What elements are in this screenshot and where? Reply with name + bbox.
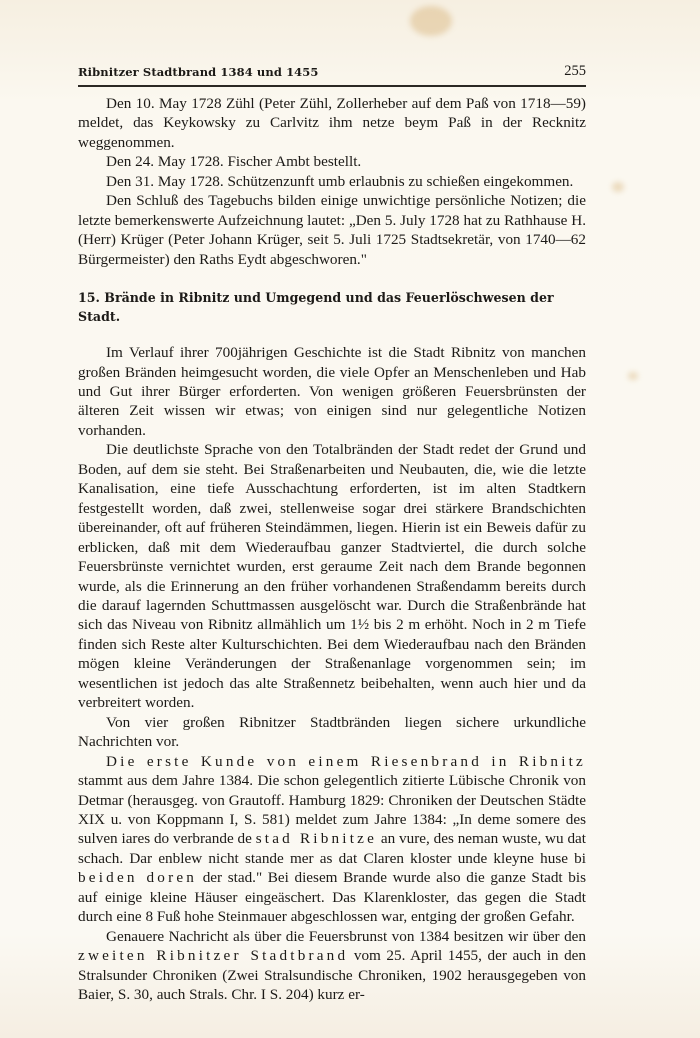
body-paragraph: Den 10. May 1728 Zühl (Peter Zühl, Zollerheber auf dem Paß von 1718—59) meldet, das Keykowsky zu Carlvitz ihm netze beym Paß in der Recknitz weggenommen. [78, 95, 586, 151]
body-paragraph: Den 24. May 1728. Fischer Ambt bestellt. [106, 153, 362, 171]
page-body [78, 94, 586, 1004]
spaced-emphasis: zweiten Ribnitzer Stadtbrand [78, 947, 349, 965]
spaced-emphasis: beiden doren [78, 869, 198, 887]
section-heading: 15. Brände in Ribnitz und Umgegend und das Feuerlöschwesen der Stadt. [78, 290, 554, 325]
running-head [78, 59, 586, 87]
page-number: 255 [564, 63, 586, 79]
body-paragraph: Die deutlichste Sprache von den Totalbränden der Stadt redet der Grund und Boden, auf dem sie steht. Bei Straßenarbeiten und Neubauten, die, wie die letzte Kanalisation, eine tiefe Ausschachtung erforderten, ist im alten Stadtkern festgestellt worden, daß zwei, stellenweise sogar drei stärkere Brandschichten übereinander, oft auf früheren Steindämmen, liegen. Hierin ist ein Beweis dafür zu erblicken, daß mit dem Wiederaufbau ganzer Stadtviertel, die durch solche Feuersbrünste vernichtet wurden, erst geraume Zeit nach dem Brande begonnen wurde, als die Erinnerung an den früher vorhandenen Straßendamm bereits durch die darauf lagernden Schuttmassen ausgelöscht war. Durch die Straßenbrände hat sich das Niveau von Ribnitz allmählich um 1½ bis 2 m erhöht. Noch in 2 m Tiefe finden sich Reste alter Kulturschichten. Bei dem Wiederaufbau nach den Bränden mögen kleine Veränderungen der Straßenanlage vorgenommen sein; im wesentlichen ist jedoch das alte Straßennetz beibehalten, wenn auch hier und da verbreitert worden. [78, 441, 586, 712]
paragraph-text: Genauere Nachricht als über die Feuersbrunst von 1384 besitzen wir über den [106, 927, 586, 945]
paragraph-text: stammt aus dem Jahre 1384. Die schon gelegentlich zitierte Lübische Chronik von Detmar (herausgeg. von Grautoff. Hamburg 1829: Chroniken der Deutschen Städte XIX u. von Koppmann I, S. 581) meldet zum Jahre 1384: „In deme somere des sulven iares do verbrande de [78, 772, 586, 848]
paragraph-text: an vure, des neman wuste, wu dat schach. Dar enblew nicht stande mer as dat Claren kloster unde kleyne huse bi [78, 830, 587, 867]
body-paragraph: Den 31. May 1728. Schützenzunft umb erlaubnis zu schießen eingekommen. [106, 172, 574, 190]
body-paragraph: Den Schluß des Tagebuchs bilden einige unwichtige persönliche Notizen; die letzte bemerkenswerte Aufzeichnung lautet: „Den 5. July 1728 hat zu Rathhause H. (Herr) Krüger (Peter Johann Krüger, seit 5. Juli 1725 Stadtsekretär, von 1740—62 Bürgermeister) den Raths Eydt abgeschworen." [78, 192, 586, 268]
paper-stain [612, 182, 624, 192]
paper-stain [628, 372, 638, 380]
body-paragraph-first-fire [78, 752, 586, 927]
paragraph-text: der stad." Bei diesem Brande wurde also die ganze Stadt bis auf einige kleine Häuser eingeäschert. Das Klarenkloster, das gegen die Stadt durch eine 8 Fuß hohe Steinmauer abgeschlossen war, entging der großen Gefahr. [78, 869, 586, 926]
body-paragraph-second-fire [78, 927, 586, 1005]
spaced-emphasis: Die erste Kunde von einem Riesenbrand in Ribnitz [106, 752, 586, 770]
running-head-title: Ribnitzer Stadtbrand 1384 und 1455 [78, 65, 319, 79]
spaced-emphasis: stad Ribnitze [255, 830, 378, 848]
body-paragraph: Von vier großen Ribnitzer Stadtbränden liegen sichere urkundliche Nachrichten vor. [78, 713, 586, 751]
paper-stain [410, 6, 452, 36]
body-paragraph: Im Verlauf ihrer 700jährigen Geschichte ist die Stadt Ribnitz von manchen großen Bränden heimgesucht worden, die viele Opfer an Menschenleben und Hab und Gut ihrer Bürger erforderten. Von wenigen größeren Feuersbrünsten der älteren Zeit wissen wir etwas; von einigen sind nur gelegentliche Notizen vorhanden. [78, 344, 586, 439]
paragraph-text: vom 25. April 1455, der auch in den Stralsunder Chroniken (Zwei Stralsundische Chroniken, 1902 herausgegeben von Baier, S. 30, auch Strals. Chr. I S. 204) kurz er- [78, 947, 586, 1004]
